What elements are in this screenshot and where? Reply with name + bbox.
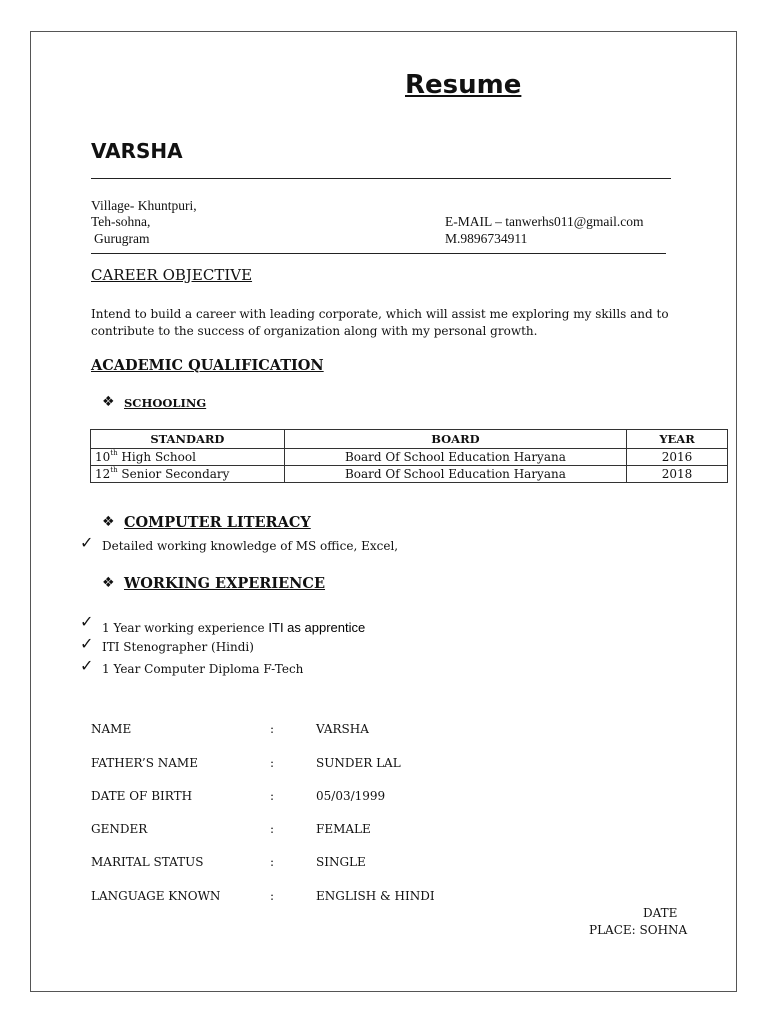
document-title: Resume: [405, 70, 522, 100]
standard-text: High School: [117, 450, 196, 464]
diamond-bullet-icon: ❖: [102, 514, 115, 530]
computer-literacy-item: Detailed working knowledge of MS office, Excel,: [102, 539, 399, 553]
schooling-table: [90, 429, 728, 483]
personal-label-gender: GENDER: [91, 822, 148, 836]
address-line-1: Village- Khuntpuri,: [91, 198, 197, 213]
personal-label-marital-status: MARITAL STATUS: [91, 855, 204, 869]
year-cell: 2016: [627, 449, 728, 466]
year-cell: 2018: [627, 466, 728, 483]
personal-separator: :: [270, 722, 275, 736]
table-header-year: YEAR: [627, 430, 728, 449]
standard-number: 10: [95, 450, 111, 464]
header-divider: [91, 178, 671, 179]
checkmark-icon: ✓: [80, 634, 94, 653]
diamond-bullet-icon: ❖: [102, 394, 115, 410]
board-cell: Board Of School Education Haryana: [284, 466, 626, 483]
standard-cell: [91, 466, 285, 483]
mobile-text: M.9896734911: [445, 231, 528, 246]
personal-label-dob: DATE OF BIRTH: [91, 789, 193, 803]
standard-suffix: th: [110, 449, 118, 457]
board-cell: Board Of School Education Haryana: [284, 449, 626, 466]
address-line-3: Gurugram: [94, 231, 150, 246]
personal-separator: :: [270, 756, 275, 770]
academic-heading: ACADEMIC QUALIFICATION: [91, 357, 324, 374]
schooling-heading: SCHOOLING: [124, 396, 207, 410]
personal-separator: :: [270, 789, 275, 803]
checkmark-icon: ✓: [80, 656, 94, 675]
table-row: [91, 449, 728, 466]
career-objective-heading: CAREER OBJECTIVE: [91, 266, 253, 284]
personal-label-fathers-name: FATHER’S NAME: [91, 756, 198, 770]
table-header-standard: STANDARD: [91, 430, 285, 449]
working-experience-heading: WORKING EXPERIENCE: [124, 575, 326, 592]
personal-value-name: VARSHA: [316, 722, 369, 736]
standard-cell: [91, 449, 285, 466]
diamond-bullet-icon: ❖: [102, 575, 115, 591]
table-row: [91, 466, 728, 483]
date-label: DATE: [643, 906, 678, 920]
personal-label-language: LANGUAGE KNOWN: [91, 889, 221, 903]
address-line-2: Teh-sohna,: [91, 214, 151, 229]
place-label: PLACE: SOHNA: [589, 923, 688, 937]
standard-text: Senior Secondary: [117, 467, 230, 481]
table-header-row: [91, 430, 728, 449]
checkmark-icon: ✓: [80, 612, 94, 631]
contact-divider: [91, 253, 666, 254]
checkmark-icon: ✓: [80, 533, 94, 552]
career-objective-line-2: contribute to the success of organization along with my personal growth.: [91, 324, 538, 338]
personal-value-fathers-name: SUNDER LAL: [316, 756, 401, 770]
experience-item-1-text: 1 Year working experience: [102, 621, 269, 635]
experience-item-2: ITI Stenographer (Hindi): [102, 640, 254, 654]
personal-value-dob: 05/03/1999: [316, 789, 386, 803]
experience-item-1-text-sans: ITI as apprentice: [268, 620, 366, 635]
resume-page: [30, 31, 737, 992]
personal-separator: :: [270, 889, 275, 903]
computer-literacy-heading: COMPUTER LITERACY: [124, 514, 311, 531]
career-objective-line-1: Intend to build a career with leading corporate, which will assist me exploring my skills and to: [91, 307, 669, 321]
personal-label-name: NAME: [91, 722, 132, 736]
experience-item-3: 1 Year Computer Diploma F-Tech: [102, 662, 304, 676]
personal-separator: :: [270, 855, 275, 869]
personal-separator: :: [270, 822, 275, 836]
candidate-name-heading: VARSHA: [91, 139, 183, 163]
standard-number: 12: [95, 467, 111, 481]
personal-value-gender: FEMALE: [316, 822, 371, 836]
table-header-board: BOARD: [284, 430, 626, 449]
email-text: E-MAIL – tanwerhs011@gmail.com: [445, 214, 644, 229]
experience-item-1: [102, 619, 365, 637]
personal-value-marital-status: SINGLE: [316, 855, 366, 869]
standard-suffix: th: [110, 466, 118, 474]
personal-value-language: ENGLISH & HINDI: [316, 889, 435, 903]
